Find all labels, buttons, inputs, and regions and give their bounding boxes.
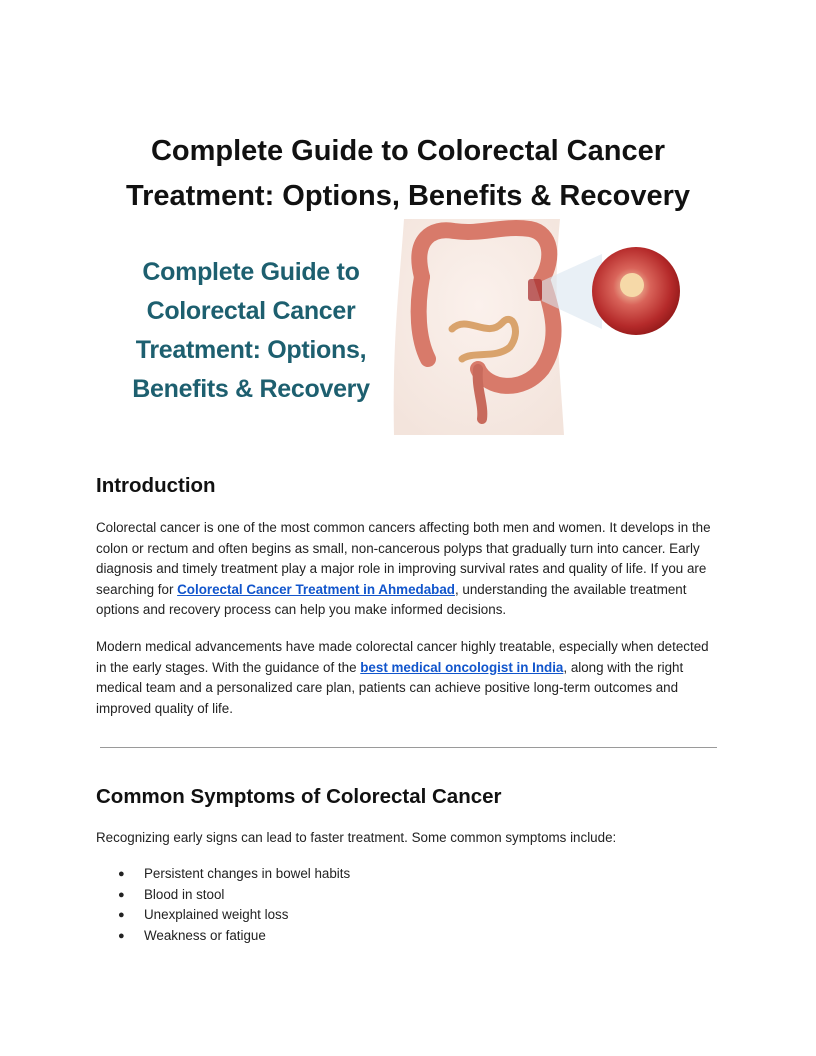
page-title [96,129,720,219]
section-divider [100,747,717,748]
intro-paragraph-1 [96,518,720,621]
list-item-text: Persistent changes in bowel habits [144,866,351,881]
list-item [96,905,350,926]
banner-title [110,253,392,409]
list-item [96,926,350,947]
symptoms-list [96,864,350,946]
bullet-icon: ● [118,909,125,922]
tumor-marker [528,279,542,301]
colorectal-treatment-ahmedabad-link[interactable]: Colorectal Cancer Treatment in Ahmedabad [177,581,455,597]
intro-text: , understanding the available treatment options and recovery process can help you make informed decisions. [96,581,687,618]
list-item [96,885,350,906]
list-item-text: Unexplained weight loss [144,907,289,923]
rectum-shape [478,369,483,419]
intro-text: , along with the right medical team and a personalized care plan, patients can achieve positive long-term outcomes and improved quality of life. [96,659,684,716]
polyp-core [620,273,644,297]
intro-text: Colorectal cancer is one of the most common cancers affecting both men and women. It develops in the colon or rectum and often begins as small, non-cancerous polyps that gradually turn into cancer. Early diagnosis and timely treatment play a major role in improving survival rates and quality of life. If you are searching for [96,520,711,597]
title-line-2: Treatment: Options, Benefits & Recovery [125,180,691,212]
banner-line: Benefits & Recovery [132,375,370,403]
introduction-heading: Introduction [96,474,216,497]
intro-text: Modern medical advancements have made colorectal cancer highly treatable, especially when detected in the early stages. With the guidance of the [96,639,709,675]
list-item-text: Blood in stool [144,886,225,902]
banner-line: Colorectal Cancer [146,297,356,325]
symptoms-heading: Common Symptoms of Colorectal Cancer [96,785,502,808]
symptoms-intro: Recognizing early signs can lead to faster treatment. Some common symptoms include: [96,830,617,845]
list-item [96,864,350,885]
bullet-icon: ● [118,888,125,901]
hero-banner-image [110,219,698,435]
list-item-text: Weakness or fatigue [144,927,266,943]
bullet-icon: ● [118,929,125,942]
banner-line: Treatment: Options, [135,336,367,364]
colon-anatomy-illustration [392,219,698,435]
intro-paragraph-2 [96,637,720,719]
title-line-1: Complete Guide to Colorectal Cancer [150,135,666,167]
bullet-icon: ● [118,868,125,880]
banner-line: Complete Guide to [142,258,360,286]
ascending-colon-shape [419,277,428,359]
best-oncologist-link[interactable]: best medical oncologist in India [360,659,564,675]
